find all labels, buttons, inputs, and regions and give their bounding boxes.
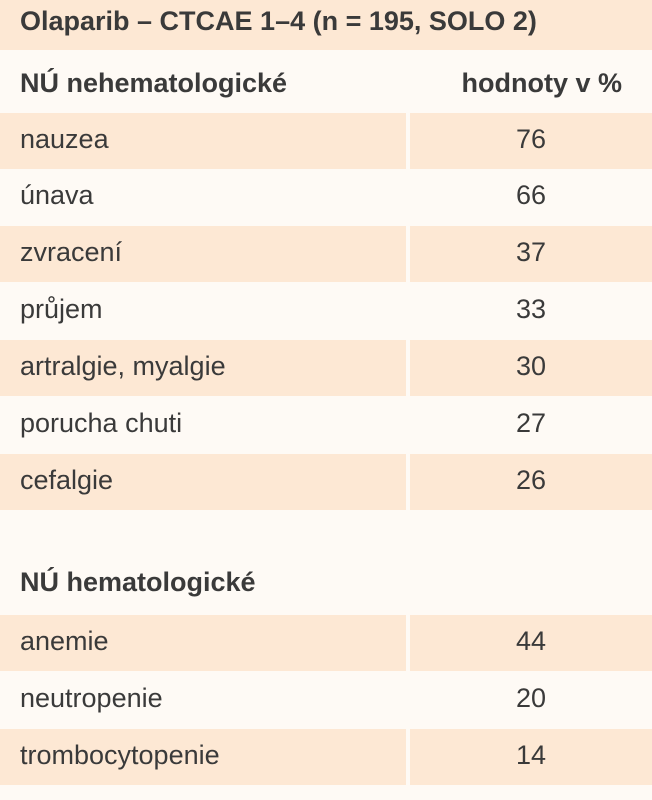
label-cell	[0, 169, 406, 225]
row-label: únava	[20, 180, 94, 210]
table-row	[0, 729, 652, 785]
table-row	[0, 226, 652, 282]
value-cell	[410, 397, 652, 453]
row-value: 20	[515, 683, 547, 713]
table-row	[0, 615, 652, 671]
row-label: artralgie, myalgie	[20, 351, 226, 381]
row-value: 33	[515, 294, 547, 324]
row-label: cefalgie	[20, 465, 114, 495]
table-row	[0, 340, 652, 396]
table-row	[0, 454, 652, 510]
value-cell	[410, 615, 652, 671]
value-cell	[410, 113, 652, 169]
table-row	[0, 113, 652, 169]
label-cell	[0, 615, 406, 671]
label-cell	[0, 283, 406, 339]
row-label: zvracení	[20, 237, 123, 267]
row-label: anemie	[20, 626, 109, 656]
row-value: 44	[515, 626, 547, 656]
value-cell	[410, 169, 652, 225]
section-header-hematologic	[0, 557, 652, 613]
value-column-header: hodnoty v %	[461, 68, 622, 98]
label-cell	[0, 113, 406, 169]
section-header-nonhematologic	[0, 58, 652, 114]
row-value: 26	[515, 465, 547, 495]
label-cell	[0, 340, 406, 396]
value-cell	[410, 283, 652, 339]
row-label: nauzea	[20, 124, 109, 154]
section-label-nonhematologic: NÚ nehematologické	[20, 68, 288, 98]
value-cell	[410, 340, 652, 396]
table-title-row	[0, 0, 652, 52]
label-cell	[0, 729, 406, 785]
row-label: trombocytopenie	[20, 740, 220, 770]
table-row	[0, 169, 652, 225]
row-value: 27	[515, 408, 547, 438]
value-cell	[410, 226, 652, 282]
label-cell	[0, 226, 406, 282]
row-label: porucha chuti	[20, 408, 183, 438]
value-cell	[410, 729, 652, 785]
row-value: 66	[515, 180, 547, 210]
row-label: neutropenie	[20, 683, 163, 713]
row-label: průjem	[20, 294, 103, 324]
table-row	[0, 397, 652, 453]
section-label-hematologic: NÚ hematologické	[20, 567, 256, 597]
row-value: 14	[515, 740, 547, 770]
label-cell	[0, 672, 406, 728]
label-cell	[0, 397, 406, 453]
table-title: Olaparib – CTCAE 1–4 (n = 195, SOLO 2)	[20, 6, 537, 36]
value-cell	[410, 454, 652, 510]
value-cell	[410, 672, 652, 728]
label-cell	[0, 454, 406, 510]
row-value: 30	[515, 351, 547, 381]
table-row	[0, 283, 652, 339]
row-value: 37	[515, 237, 547, 267]
table-row	[0, 672, 652, 728]
row-value: 76	[515, 124, 547, 154]
